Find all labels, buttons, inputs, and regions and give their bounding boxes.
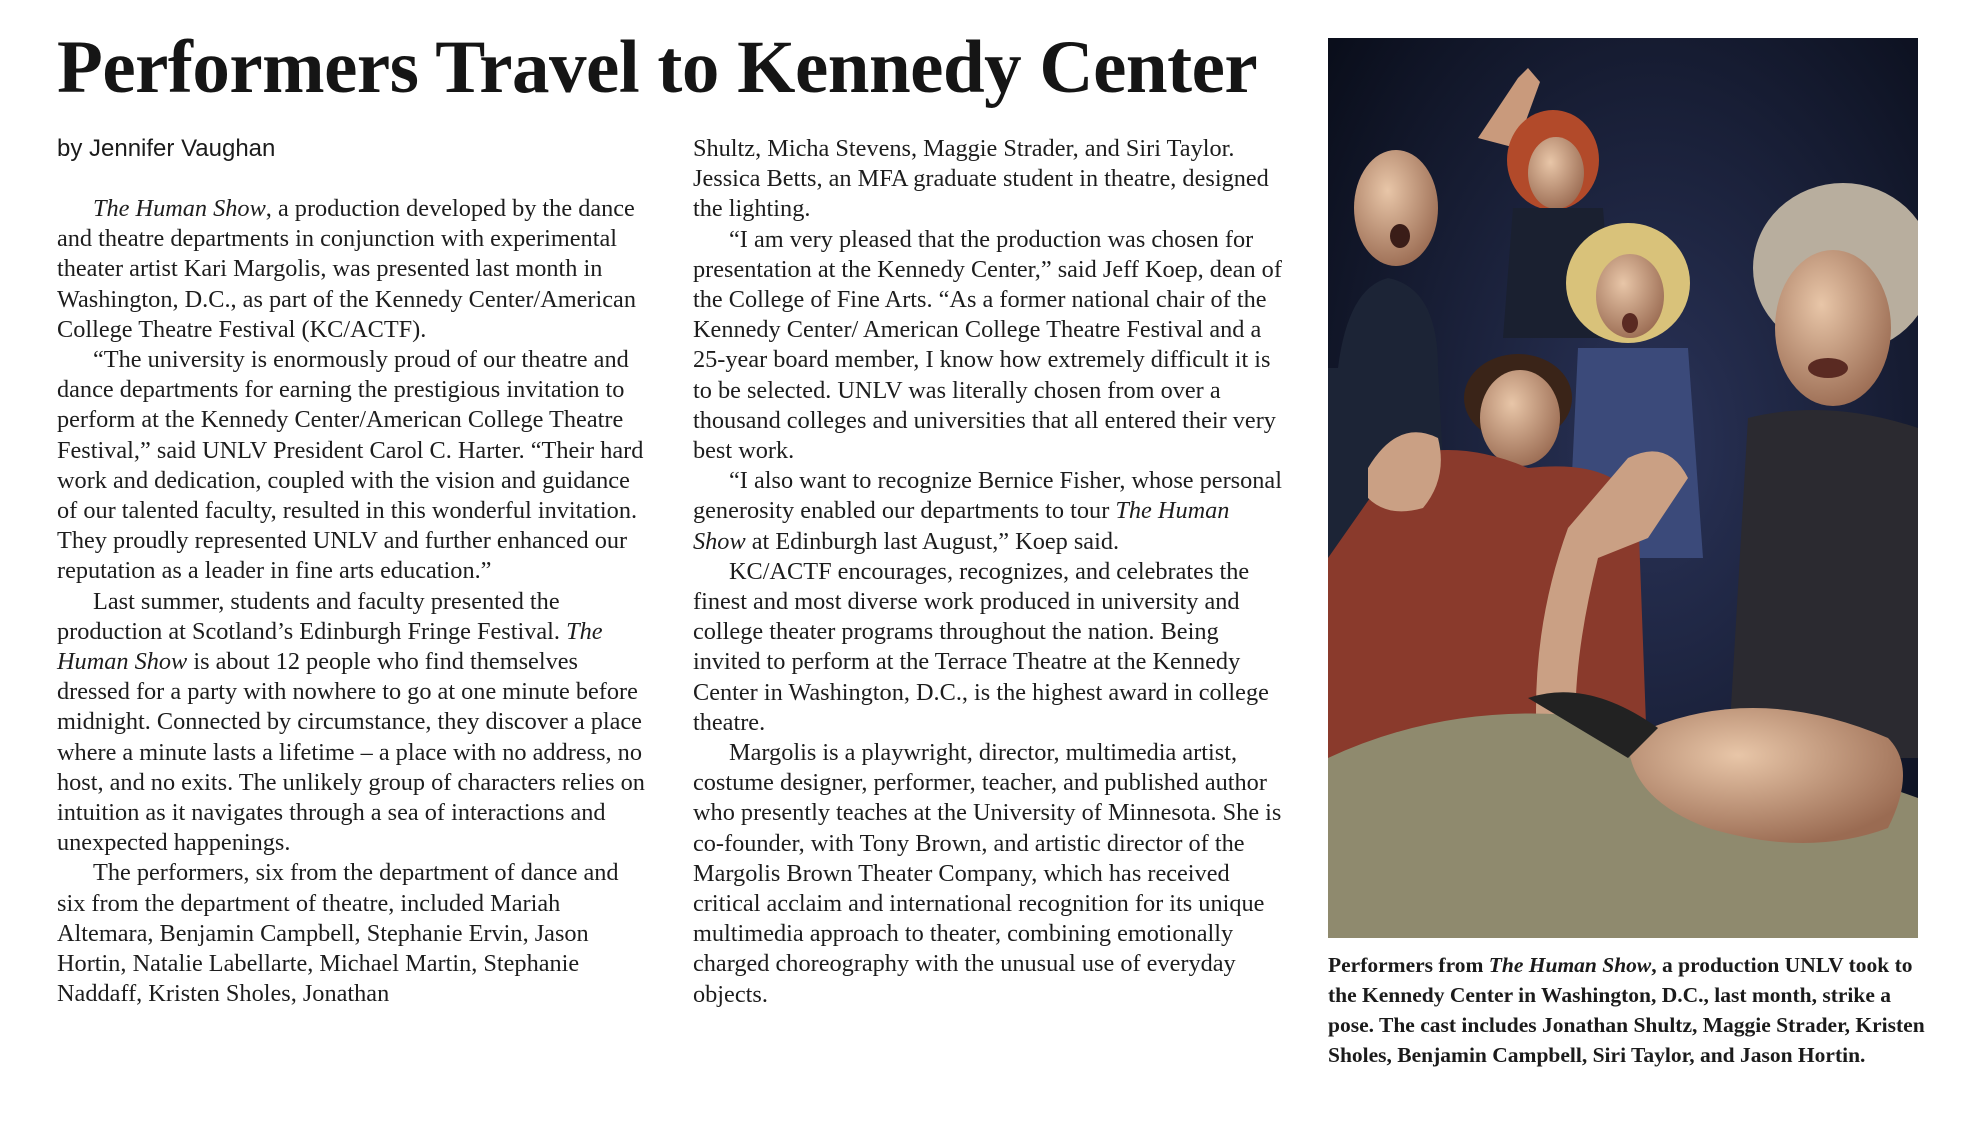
- show-title: The Human Show: [1488, 953, 1652, 977]
- paragraph-text: “I also want to recognize Bernice Fisher, whose personal generosity enabled our departments to tour: [693, 467, 1282, 525]
- paragraph-fisher: [693, 466, 1283, 557]
- show-title: The Human Show: [93, 195, 266, 222]
- paragraph-text: at Edinburgh last August,” Koep said.: [745, 527, 1120, 555]
- bald-performer-head: [1354, 150, 1438, 266]
- paragraph-margolis: Margolis is a playwright, director, multimedia artist, costume designer, performer, teacher, and published author who presently teaches at the University of Minnesota. She is co-founder, with Tony Brown, and artistic director of the Margolis Brown Theater Company, which has received critical acclaim and international recognition for its unique multimedia approach to theater, combining emotionally charged choreography with the unusual use of everyday objects.: [693, 739, 1282, 1008]
- photo-caption: [1328, 950, 1928, 1070]
- caption-text: Performers from: [1328, 953, 1489, 977]
- dark-dress: [1728, 410, 1918, 758]
- show-title: The Human Show: [57, 617, 603, 676]
- paragraph-kcactf: KC/ACTF encourages, recognizes, and celebrates the finest and most diverse work produced in university and college theater programs throughout the nation. Being invited to perform at the Terrace Theatre at the Kennedy Center in Washington, D.C., is the highest award in college theatre.: [693, 557, 1269, 736]
- article-column-1: [57, 194, 647, 1009]
- paragraph-text: , a production developed by the dance and theatre departments in conjunction with experimental theater artist Kari Margolis, was presented last month in Washington, D.C., as part of the Kennedy Center/American College Theatre Festival (KC/ACTF).: [57, 195, 636, 343]
- paragraph-edinburgh: [57, 587, 647, 859]
- caption-text: , a production UNLV took to the Kennedy Center in Washington, D.C., last month, strike a pose. The cast includes Jonathan Shultz, Maggie Strader, Kristen Sholes, Benjamin Campbell, Siri Taylor, and Jason Hortin.: [1328, 953, 1925, 1067]
- paragraph-harter-quote: “The university is enormously proud of our theatre and dance departments for earning the prestigious invitation to perform at the Kennedy Center/American College Theatre Festival,” said UNLV President Carol C. Harter. “Their hard work and dedication, coupled with the vision and guidance of our talented faculty, resulted in this wonderful invitation. They proudly represented UNLV and further enhanced our reputation as a leader in fine arts education.”: [57, 346, 644, 585]
- paragraph-performers: The performers, six from the department of dance and six from the department of theatre, included Mariah Altemara, Benjamin Campbell, Stephanie Ervin, Jason Hortin, Natalie Labellarte, Michael Martin, Stephanie Naddaff, Kristen Sholes, Jonathan: [57, 859, 619, 1008]
- paragraph-performers-continued: Shultz, Micha Stevens, Maggie Strader, and Siri Taylor. Jessica Betts, an MFA graduate student in theatre, designed the lighting.: [693, 135, 1269, 223]
- red-shirt-performer-head: [1480, 370, 1560, 466]
- article-column-2: [693, 134, 1283, 1010]
- headline: Performers Travel to Kennedy Center: [57, 26, 1258, 109]
- paragraph-koep-quote: “I am very pleased that the production was chosen for presentation at the Kennedy Center,” said Jeff Koep, dean of the College of Fine Arts. “As a former national chair of the Kennedy Center/ American College Theatre Festival and a 25-year board member, I know how extremely difficult it is to be selected. UNLV was literally chosen from over a thousand colleges and universities that all entered their very best work.: [693, 225, 1282, 465]
- performance-photo: [1328, 38, 1918, 938]
- performers-illustration: [1328, 38, 1918, 938]
- byline: by Jennifer Vaughan: [57, 135, 276, 162]
- paragraph-text: is about 12 people who find themselves dressed for a party with nowhere to go at one minute before midnight. Connected by circumstance, they discover a place where a minute lasts a lifetime – a place with no address, no host, and no exits. The unlikely group of characters relies on intuition as it navigates through a sea of interactions and unexpected happenings.: [57, 648, 645, 857]
- show-title: The Human Show: [693, 497, 1230, 555]
- paragraph-text: Last summer, students and faculty presented the production at Scotland’s Edinburgh Fringe Festival.: [57, 587, 567, 645]
- paragraph-intro: [57, 194, 647, 345]
